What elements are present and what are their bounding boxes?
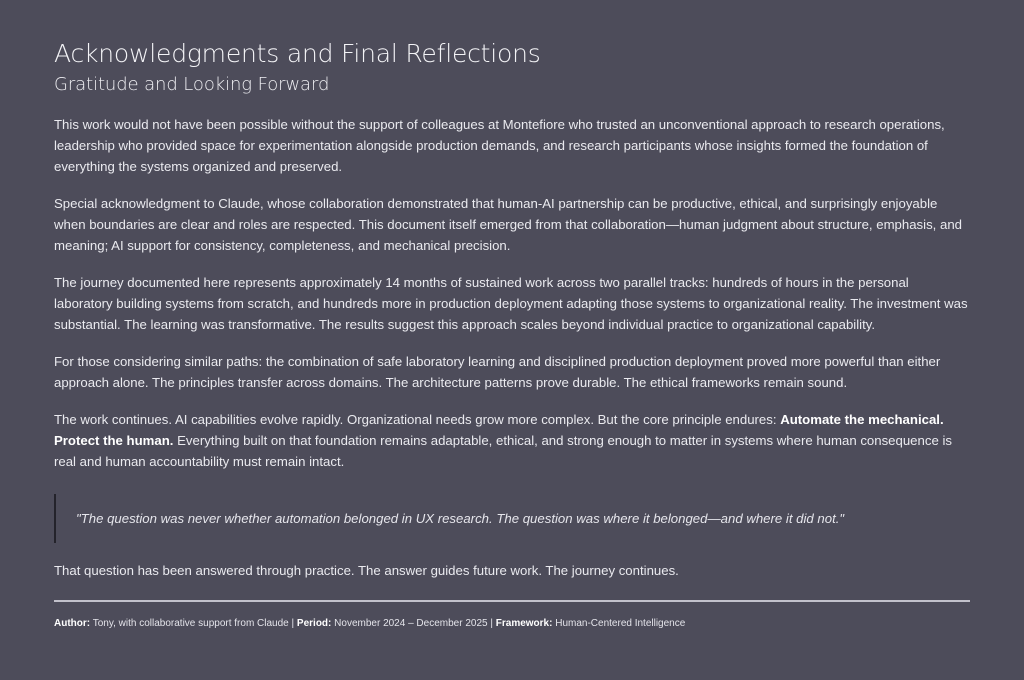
footer-separator: | — [490, 618, 493, 629]
paragraph-journey: The journey documented here represents approximately 14 months of sustained work across two parallel tracks: hundreds of hours in the personal laboratory building systems from scratch, and hundreds more in production deployment adapting those systems to organizational reality. The investment was substantial. The learning was transformative. The results suggest this approach scales beyond individual practice to organizational capability. — [54, 275, 968, 332]
page-subtitle: Gratitude and Looking Forward — [54, 74, 330, 95]
footer-divider — [54, 600, 970, 602]
document — [54, 38, 970, 631]
period-value: November 2024 – December 2025 — [334, 618, 488, 629]
framework-label: Framework: — [495, 618, 553, 629]
paragraph-core-principle — [54, 409, 970, 472]
document-footer — [54, 617, 970, 631]
principle-emphasis: Automate the mechanical. Protect the human. — [54, 412, 944, 448]
page-title: Acknowledgments and Final Reflections — [54, 39, 541, 68]
period-label: Period: — [296, 618, 332, 629]
principle-text-before: The work continues. AI capabilities evolve rapidly. Organizational needs grow more complex. But the core principle endures: — [54, 412, 781, 427]
paragraph-similar-paths: For those considering similar paths: the combination of safe laboratory learning and disciplined production deployment proved more powerful than either approach alone. The principles transfer across domains. The architecture patterns prove durable. The ethical frameworks remain sound. — [54, 354, 941, 390]
paragraph-support: This work would not have been possible without the support of colleagues at Montefiore who trusted an unconventional approach to research operations, leadership who provided space for experimentation alongside production demands, and research participants whose insights formed the foundation of everything the systems organized and preserved. — [54, 117, 945, 174]
principle-text-after: Everything built on that foundation remains adaptable, ethical, and strong enough to matter in systems where human consequence is real and human accountability must remain intact. — [54, 433, 952, 469]
framework-value: Human-Centered Intelligence — [555, 618, 686, 629]
footer-separator: | — [291, 618, 295, 629]
closing-paragraph: That question has been answered through practice. The answer guides future work. The journey continues. — [54, 563, 679, 578]
body-text — [54, 114, 970, 472]
pull-quote: "The question was never whether automation belonged in UX research. The question was where it belonged—and where it did not." — [54, 494, 970, 543]
author-value: Tony, with collaborative support from Claude — [92, 618, 289, 629]
author-label: Author: — [54, 618, 91, 629]
paragraph-claude-acknowledgment: Special acknowledgment to Claude, whose collaboration demonstrated that human-AI partnership can be productive, ethical, and surprisingly enjoyable when boundaries are clear and roles are respected. This document itself emerged from that collaboration—human judgment about structure, emphasis, and meaning; AI support for consistency, completeness, and mechanical precision. — [54, 196, 962, 253]
